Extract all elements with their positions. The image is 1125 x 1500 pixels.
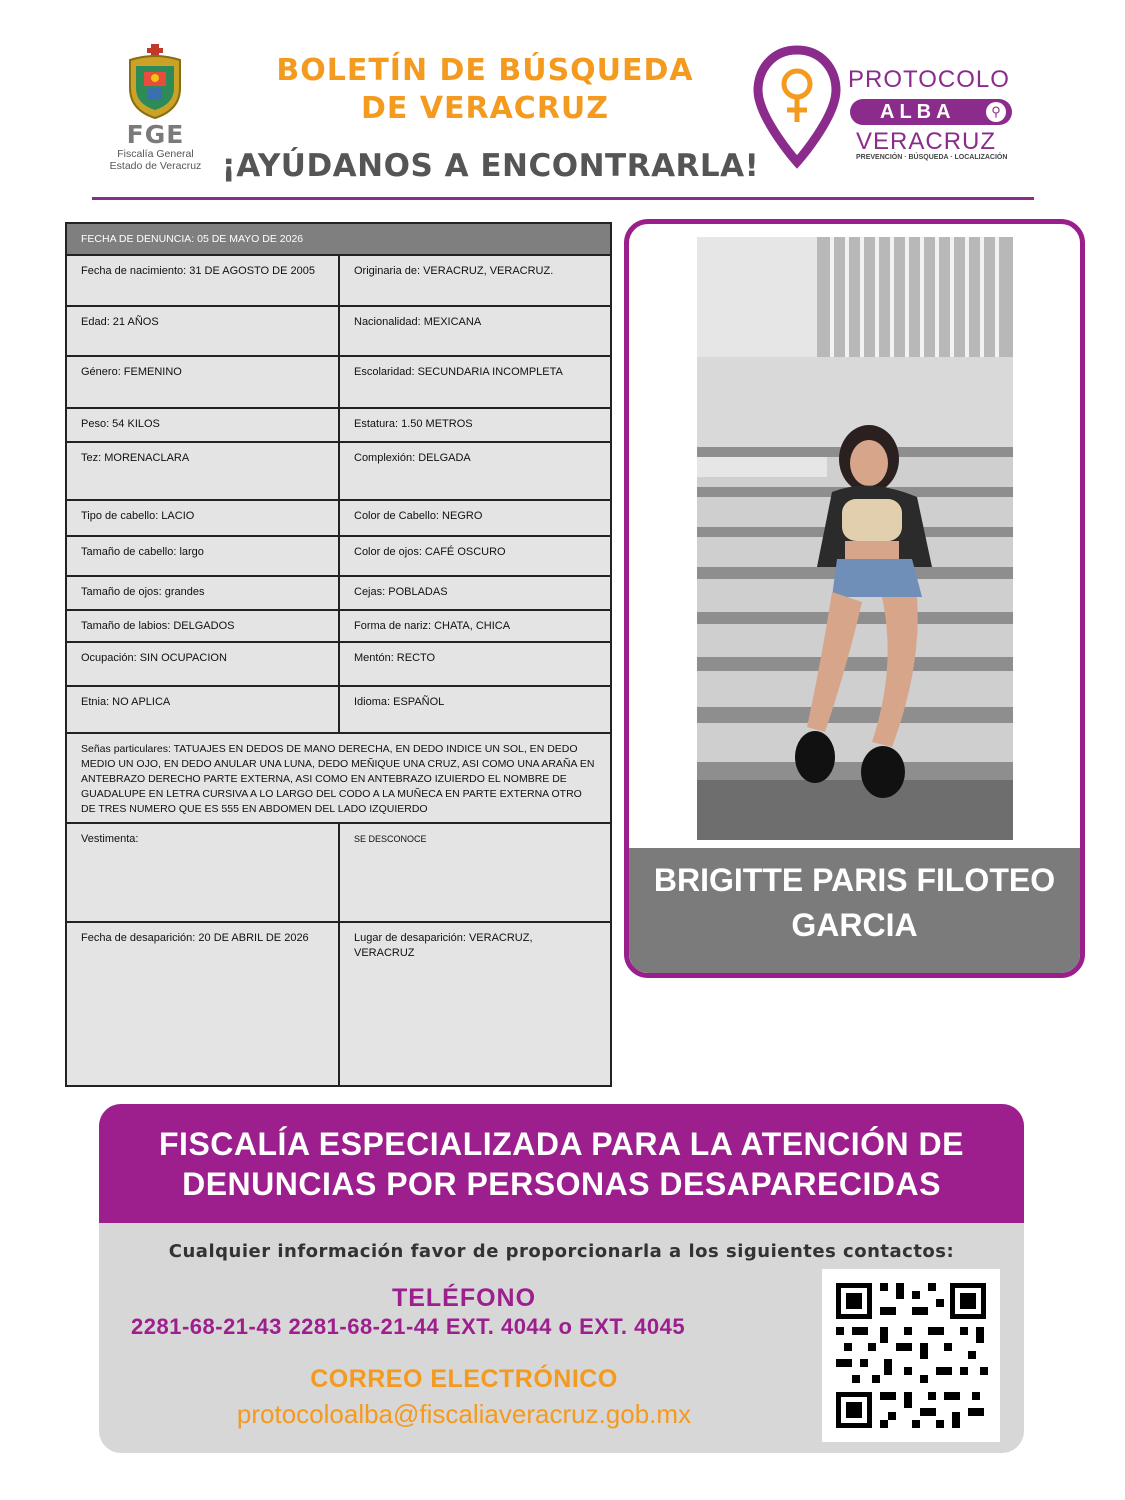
- vestimenta-label: Vestimenta:: [67, 824, 340, 921]
- table-row: [67, 687, 610, 734]
- table-cell-right: Estatura: 1.50 METROS: [354, 418, 473, 430]
- table-cell-right: Color de Cabello: NEGRO: [354, 510, 483, 522]
- table-cell-left: Edad: 21 AÑOS: [67, 307, 340, 355]
- table-row: [67, 537, 610, 577]
- fge-line1: Fiscalía General: [117, 148, 194, 160]
- table-cell-right: Mentón: RECTO: [354, 652, 436, 664]
- alba-pill: [850, 99, 1012, 125]
- table-cell-left: Etnia: NO APLICA: [67, 687, 340, 732]
- table-row: [67, 307, 610, 357]
- phone-numbers[interactable]: 2281-68-21-43 2281-68-21-44 EXT. 4044 o EXT. 4045: [131, 1314, 686, 1339]
- table-header-row: [67, 224, 610, 256]
- table-row: [67, 256, 610, 307]
- table-cell-left: Peso: 54 KILOS: [67, 409, 340, 441]
- alba-tagline: PREVENCIÓN · BÚSQUEDA · LOCALIZACIÓN: [856, 154, 1008, 161]
- person-name-band: [629, 848, 1080, 974]
- vestimenta-value: SE DESCONOCE: [354, 834, 427, 844]
- missing-person-card: [624, 219, 1085, 978]
- table-row: [67, 643, 610, 687]
- contact-panel: [99, 1104, 1024, 1453]
- fiscalia-title-line1: FISCALÍA ESPECIALIZADA PARA LA ATENCIÓN DE: [159, 1126, 964, 1162]
- table-row: [67, 577, 610, 611]
- desaparicion-row: [67, 923, 610, 1085]
- protocolo-alba-logo: [752, 44, 1022, 172]
- bulletin-subtitle: ¡AYÚDANOS A ENCONTRARLA!: [221, 148, 760, 184]
- table-cell-right: Forma de nariz: CHATA, CHICA: [354, 620, 511, 632]
- fiscalia-banner: [99, 1104, 1024, 1223]
- report-table: [65, 222, 612, 1087]
- fecha-desaparicion: Fecha de desaparición: 20 DE ABRIL DE 2026: [67, 923, 340, 1085]
- email-address[interactable]: protocoloalba@fiscaliaveracruz.gob.mx: [236, 1399, 692, 1429]
- title-line2: DE VERACRUZ: [360, 91, 610, 126]
- table-cell-left: Género: FEMENINO: [67, 357, 340, 407]
- alba-protocolo-text: PROTOCOLO: [848, 66, 1010, 93]
- alba-veracruz-text: VERACRUZ: [856, 128, 997, 155]
- table-cell-left: Tamaño de ojos: grandes: [67, 577, 340, 609]
- fge-acronym: FGE: [126, 120, 185, 149]
- table-cell-right: Nacionalidad: MEXICANA: [354, 316, 482, 328]
- person-name: [629, 858, 1080, 948]
- fecha-denuncia: FECHA DE DENUNCIA: 05 DE MAYO DE 2026: [81, 233, 304, 245]
- table-cell-right: Complexión: DELGADA: [354, 452, 471, 464]
- qr-code-graphic: [822, 1269, 1000, 1442]
- fge-logo: [98, 38, 213, 183]
- table-cell-right: Idioma: ESPAÑOL: [354, 696, 445, 708]
- person-photo: [697, 237, 1013, 840]
- table-cell-left: Ocupación: SIN OCUPACION: [67, 643, 340, 685]
- person-name-line1: BRIGITTE PARIS FILOTEO: [653, 862, 1056, 898]
- table-cell-right: Cejas: POBLADAS: [354, 586, 448, 598]
- table-row: [67, 611, 610, 643]
- table-cell-right: Originaria de: VERACRUZ, VERACRUZ.: [354, 265, 554, 277]
- person-name-line2: GARCIA: [791, 907, 918, 943]
- location-pin-venus-icon: [752, 44, 842, 172]
- phone-label: TELÉFONO: [391, 1284, 537, 1312]
- vestimenta-row: [67, 824, 610, 923]
- senas-row: [67, 734, 610, 824]
- table-row: [67, 409, 610, 443]
- bulletin-title: [250, 52, 720, 128]
- lugar-desaparicion: Lugar de desaparición: VERACRUZ, VERACRUZ: [354, 932, 533, 959]
- contact-intro: Cualquier información favor de proporcionarla a los siguientes contactos:: [168, 1241, 955, 1262]
- table-cell-right: Escolaridad: SECUNDARIA INCOMPLETA: [354, 366, 563, 378]
- senas-particulares: Señas particulares: TATUAJES EN DEDOS DE MANO DERECHA, EN DEDO INDICE UN SOL, EN DEDO MEDIO UN OJO, EN DEDO ANULAR UNA LUNA, DEDO MEÑIQUE UNA CRUZ, ASI COMO UNA ARAÑA EN ANTEBRAZO DERECHO PARTE EXTERNA, ASI COMO EN ANTEBRAZO IZUIERDO EL NOMBRE DE GUADALUPE EN LETRA CURSIVA A LO LARGO DEL CODO A LA MUÑECA EN PARTE EXTERNA OTRO DE TRES NUMERO QUE ES 555 EN ABDOMEN DEL LADO IZQUIERDO: [81, 743, 595, 815]
- table-cell-left: Tipo de cabello: LACIO: [67, 501, 340, 535]
- table-row: [67, 501, 610, 537]
- table-row: [67, 443, 610, 501]
- fiscalia-title: [99, 1124, 1024, 1204]
- title-line1: BOLETÍN DE BÚSQUEDA: [276, 53, 694, 88]
- table-cell-left: Fecha de nacimiento: 31 DE AGOSTO DE 2005: [67, 256, 340, 305]
- table-cell-right: Color de ojos: CAFÉ OSCURO: [354, 546, 506, 558]
- fge-line2: Estado de Veracruz: [109, 160, 202, 172]
- table-cell-left: Tamaño de labios: DELGADOS: [67, 611, 340, 641]
- fiscalia-title-line2: DENUNCIAS POR PERSONAS DESAPARECIDAS: [182, 1166, 941, 1202]
- header-divider: [92, 197, 1034, 200]
- veracruz-coat-of-arms-icon: [124, 44, 186, 120]
- table-cell-left: Tamaño de cabello: largo: [67, 537, 340, 575]
- table-row: [67, 357, 610, 409]
- table-cell-left: Tez: MORENACLARA: [67, 443, 340, 499]
- magnifier-icon: ⚲: [986, 102, 1006, 122]
- email-label: CORREO ELECTRÓNICO: [310, 1365, 618, 1393]
- qr-code-icon[interactable]: [822, 1269, 1000, 1442]
- alba-word: ALBA: [880, 101, 956, 123]
